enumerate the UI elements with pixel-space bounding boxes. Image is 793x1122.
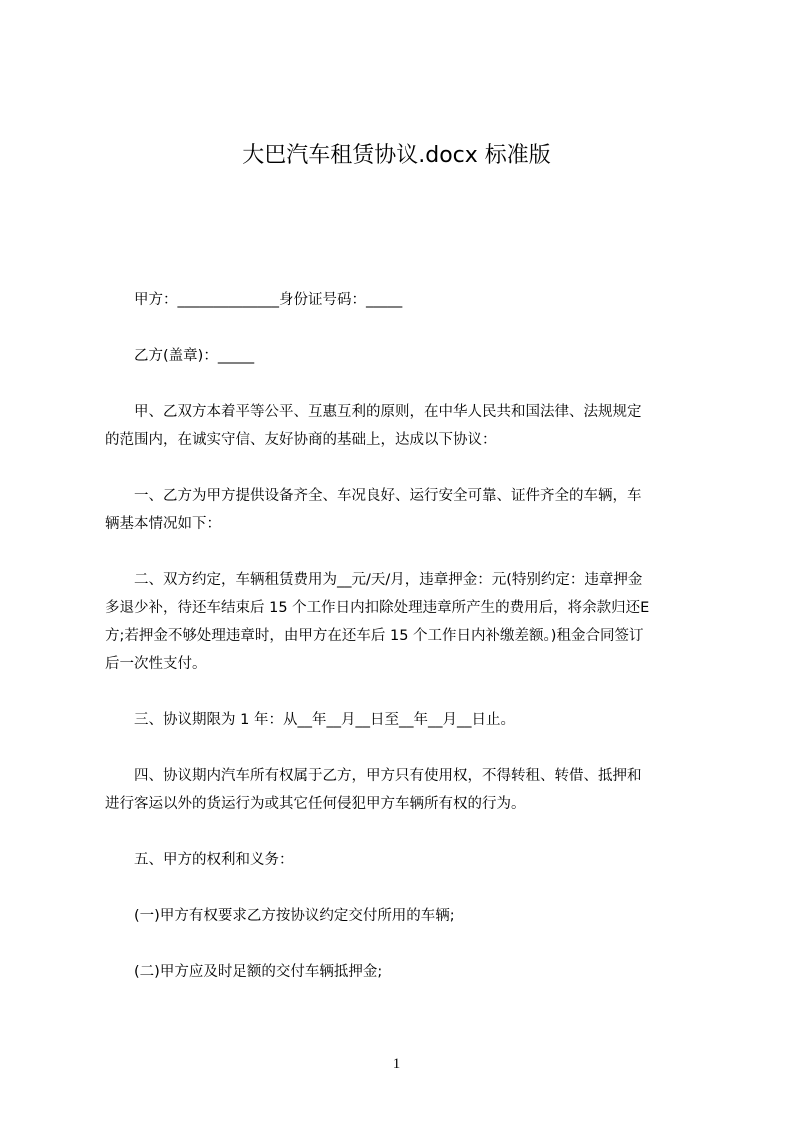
preamble-paragraph — [105, 398, 700, 454]
page-number: 1 — [392, 1056, 401, 1072]
clause-2-paragraph — [105, 566, 700, 678]
paragraph-line: 进行客运以外的货运行为或其它任何侵犯甲方车辆所有权的行为。 — [105, 796, 526, 812]
clause-5-heading: 五、甲方的权利和义务： — [134, 852, 294, 868]
document-title: 大巴汽车租赁协议.docx 标准版 — [242, 143, 551, 168]
clause-3-paragraph: 三、协议期限为 1 年：从__年__月__日至__年__月__日止。 — [134, 712, 515, 728]
clause-5-item-2: (二)甲方应及时足额的交付车辆抵押金; — [134, 964, 383, 980]
paragraph-line: 多退少补，待还车结束后 15 个工作日内扣除处理违章所产生的费用后，将余款归还E — [105, 600, 650, 616]
document-body — [105, 286, 700, 1014]
paragraph-line: 的范围内，在诚实守信、友好协商的基础上，达成以下协议： — [105, 432, 497, 448]
clause-4-paragraph — [105, 762, 700, 818]
paragraph-line: 二、双方约定，车辆租赁费用为__元/天/月，违章押金：元(特别约定：违章押金 — [134, 572, 643, 588]
paragraph-line: 甲、乙双方本着平等公平、互惠互利的原则，在中华人民共和国法律、法规规定 — [134, 404, 642, 420]
paragraph-line: 辆基本情况如下： — [105, 516, 221, 532]
party-a-line: 甲方：______________身份证号码：_____ — [134, 292, 403, 308]
party-b-line: 乙方(盖章)：_____ — [134, 348, 255, 364]
paragraph-line: 四、协议期内汽车所有权属于乙方，甲方只有使用权，不得转租、转借、抵押和 — [134, 768, 642, 784]
clause-5-item-1: (一)甲方有权要求乙方按协议约定交付所用的车辆; — [134, 908, 455, 924]
paragraph-line: 一、乙方为甲方提供设备齐全、车况良好、运行安全可靠、证件齐全的车辆，车 — [134, 488, 642, 504]
clause-1-paragraph — [105, 482, 700, 538]
paragraph-line: 方;若押金不够处理违章时，由甲方在还车后 15 个工作日内补缴差额。)租金合同签订 — [105, 628, 644, 644]
paragraph-line: 后一次性支付。 — [105, 656, 207, 672]
